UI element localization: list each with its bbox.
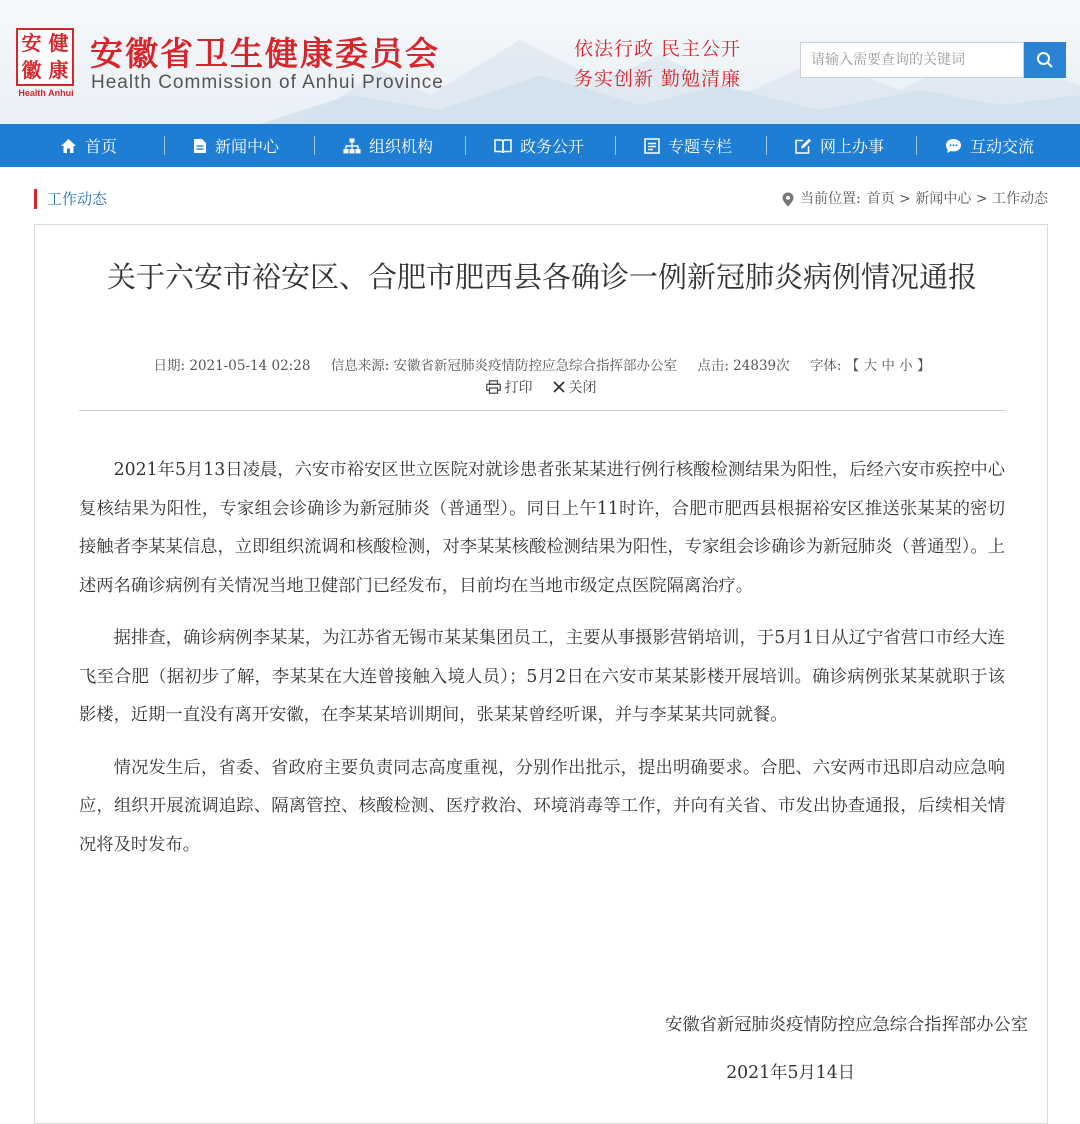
article-source: 信息来源: 安徽省新冠肺炎疫情防控应急综合指挥部办公室 (330, 358, 678, 374)
print-button[interactable] (486, 377, 533, 397)
section-label: 工作动态 (34, 189, 107, 209)
article-paragraph: 据排查，确诊病例李某某，为江苏省无锡市某某集团员工，主要从事摄影营销培训，于5月1日从辽宁省营口市经大连飞至合肥（据初步了解，李某某在大连曾接触入境人员）；5月2日在六安市某某影楼开展培训。确诊病例张某某就职于该影楼，近期一直没有离开安徽，在李某某培训期间，张某某曾经听课，并与李某某共同就餐。 (79, 628, 1005, 725)
nav-label: 互动交流 (970, 137, 1035, 156)
article-title: 关于六安市裕安区、合肥市肥西县各确诊一例新冠肺炎病例情况通报 (106, 260, 977, 294)
site-header (0, 0, 1080, 124)
logo-char: 健 (48, 31, 69, 55)
edit-icon (795, 138, 812, 154)
nav-item-news[interactable] (193, 124, 279, 167)
nav-divider (164, 136, 165, 155)
chat-icon (945, 138, 962, 154)
article-signature-date: 2021年5月14日 (726, 1063, 855, 1083)
location-pin-icon (782, 192, 794, 207)
nav-item-interaction[interactable] (945, 124, 1034, 167)
article-date: 日期: 2021-05-14 02:28 (153, 358, 311, 374)
nav-label: 政务公开 (520, 137, 585, 156)
nav-item-organization[interactable] (343, 124, 433, 167)
close-icon (553, 381, 565, 393)
nav-divider (314, 136, 315, 155)
logo-subtext: Health Anhui (18, 88, 74, 98)
nav-label: 网上办事 (820, 137, 885, 156)
print-label: 打印 (504, 380, 533, 396)
search-input[interactable] (800, 42, 1024, 78)
article-body (79, 451, 1005, 878)
site-title[interactable]: 安徽省卫生健康委员会 (90, 34, 440, 73)
list-icon (644, 138, 660, 154)
nav-divider (916, 136, 917, 155)
article-tools (35, 377, 1047, 397)
home-icon (60, 138, 77, 154)
article-signature: 安徽省新冠肺炎疫情防控应急综合指挥部办公室 (665, 1015, 1028, 1035)
article-meta (55, 354, 1029, 374)
site-logo[interactable] (16, 28, 74, 86)
article-clicks: 点击: 24839次 (697, 358, 790, 374)
search-icon (1036, 51, 1054, 69)
breadcrumb-prefix: 当前位置: (800, 191, 861, 207)
printer-icon (486, 380, 501, 394)
close-label: 关闭 (568, 380, 597, 396)
site-subtitle: Health Commission of Anhui Province (91, 72, 444, 93)
org-chart-icon (343, 138, 361, 154)
close-button[interactable] (553, 377, 597, 397)
logo-char: 安 (21, 31, 42, 55)
breadcrumb-path[interactable]: 首页 > 新闻中心 > 工作动态 (866, 191, 1048, 207)
search-button[interactable] (1024, 42, 1066, 78)
nav-divider (615, 136, 616, 155)
article-panel (34, 224, 1048, 1124)
nav-label: 专题专栏 (668, 137, 733, 156)
title-divider (79, 410, 1005, 411)
logo-char: 徽 (21, 58, 42, 82)
main-nav (0, 124, 1080, 167)
book-icon (494, 138, 512, 154)
document-icon (193, 138, 207, 154)
article-paragraph: 情况发生后，省委、省政府主要负责同志高度重视，分别作出批示，提出明确要求。合肥、六安两市迅即启动应急响应，组织开展流调追踪、隔离管控、核酸检测、医疗救治、环境消毒等工作，并向有关省、市发出协查通报，后续相关情况将及时发布。 (79, 757, 1005, 855)
article-paragraph: 2021年5月13日凌晨，六安市裕安区世立医院对就诊患者张某某进行例行核酸检测结果为阳性，后经六安市疾控中心复核结果为阳性，专家组会诊确诊为新冠肺炎（普通型）。同日上午11时许，合肥市肥西县根据裕安区推送张某某的密切接触者李某某信息，立即组织流调和核酸检测，对李某某核酸检测结果为阳性，专家组会诊确诊为新冠肺炎（普通型）。上述两名确诊病例有关情况当地卫健部门已经发布，目前均在当地市级定点医院隔离治疗。 (79, 460, 1005, 596)
nav-label: 组织机构 (369, 137, 434, 156)
nav-item-home[interactable] (60, 124, 117, 167)
font-size-selector[interactable]: 字体: 【 大 中 小 】 (809, 358, 931, 374)
slogan-line-2: 务实创新 勤勉清廉 (574, 68, 742, 90)
breadcrumb (782, 189, 1048, 209)
nav-label: 首页 (85, 137, 118, 156)
nav-label: 新闻中心 (215, 137, 280, 156)
nav-divider (766, 136, 767, 155)
nav-item-special-topics[interactable] (644, 124, 732, 167)
slogan-line-1: 依法行政 民主公开 (574, 38, 742, 60)
logo-char: 康 (48, 58, 69, 82)
nav-item-government-affairs[interactable] (494, 124, 584, 167)
nav-item-online-services[interactable] (795, 124, 884, 167)
nav-divider (465, 136, 466, 155)
